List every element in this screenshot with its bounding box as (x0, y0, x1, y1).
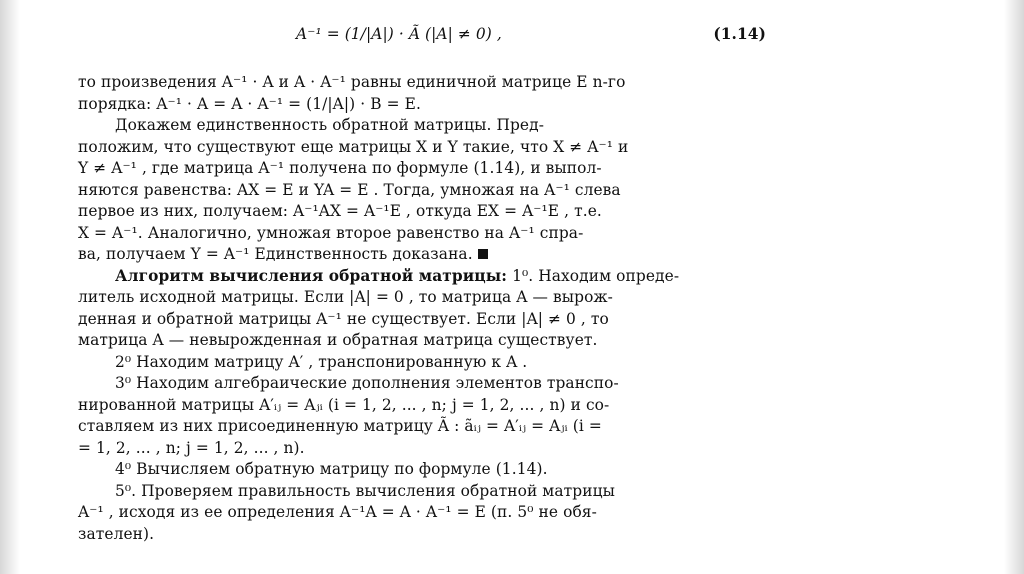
text-line: X = A⁻¹. Аналогично, умножая второе равенство на A⁻¹ спра- (78, 223, 584, 242)
algorithm-step-1: 1⁰. Находим опреде- (507, 266, 680, 285)
text-line: то произведения A⁻¹ · A и A · A⁻¹ равны единичной матрице E n-го (78, 73, 626, 91)
formula-expression: A⁻¹ = (1/|A|) · Ã (|A| ≠ 0) , (296, 25, 502, 43)
text-line: = 1, 2, ... , n; j = 1, 2, ... , n). (78, 438, 305, 457)
formula-1-14 (78, 14, 778, 64)
text-line: положим, что существуют еще матрицы X и Y такие, что X ≠ A⁻¹ и (78, 137, 629, 156)
text-line: литель исходной матрицы. Если |A| = 0 , то матрица A — вырож- (78, 288, 613, 306)
text-line: Y ≠ A⁻¹ , где матрица A⁻¹ получена по формуле (1.14), и выпол- (78, 159, 602, 177)
text-line: ставляем из них присоединенную матрицу Ã : ãᵢⱼ = A′ᵢⱼ = Aⱼᵢ (i = (78, 417, 602, 435)
text-line: матрица A — невырожденная и обратная матрица существует. (78, 331, 598, 349)
text-line: порядка: A⁻¹ · A = A · A⁻¹ = (1/|A|) · B = E. (78, 94, 421, 113)
text-line (78, 244, 778, 266)
proof-end-text: ва, получаем Y = A⁻¹ Единственность доказана. (78, 245, 473, 263)
text-line (78, 266, 778, 288)
text-line: зателен). (78, 524, 155, 543)
text-line: няются равенства: AX = E и YA = E . Тогда, умножая на A⁻¹ слева (78, 180, 621, 199)
formula-number: (1.14) (713, 25, 766, 43)
right-shadow (1004, 0, 1024, 574)
left-shadow (0, 0, 20, 574)
text-line: 2⁰ Находим матрицу A′ , транспонированную к A . (115, 352, 528, 371)
text-line: 5⁰. Проверяем правильность вычисления обратной матрицы (115, 481, 615, 500)
end-of-proof-icon (478, 249, 488, 259)
algorithm-heading: Алгоритм вычисления обратной матрицы: (115, 266, 508, 285)
text-line (78, 115, 778, 137)
text-line: первое из них, получаем: A⁻¹AX = A⁻¹E , откуда EX = A⁻¹E , т.е. (78, 202, 602, 220)
text-line: A⁻¹ , исходя из ее определения A⁻¹A = A · A⁻¹ = E (п. 5⁰ не обя- (78, 503, 597, 521)
text-line: 3⁰ Находим алгебраические дополнения элементов транспо- (115, 374, 619, 392)
text-line: денная и обратной матрицы A⁻¹ не существует. Если |A| ≠ 0 , то (78, 309, 609, 328)
text-line: 4⁰ Вычисляем обратную матрицу по формуле (1.14). (115, 460, 548, 478)
uniqueness-sentence: Докажем единственность обратной матрицы. Пред- (115, 116, 545, 134)
text-line: нированной матрицы A′ᵢⱼ = Aⱼᵢ (i = 1, 2, ... , n; j = 1, 2, ... , n) и со- (78, 395, 610, 414)
document-text (78, 14, 778, 545)
